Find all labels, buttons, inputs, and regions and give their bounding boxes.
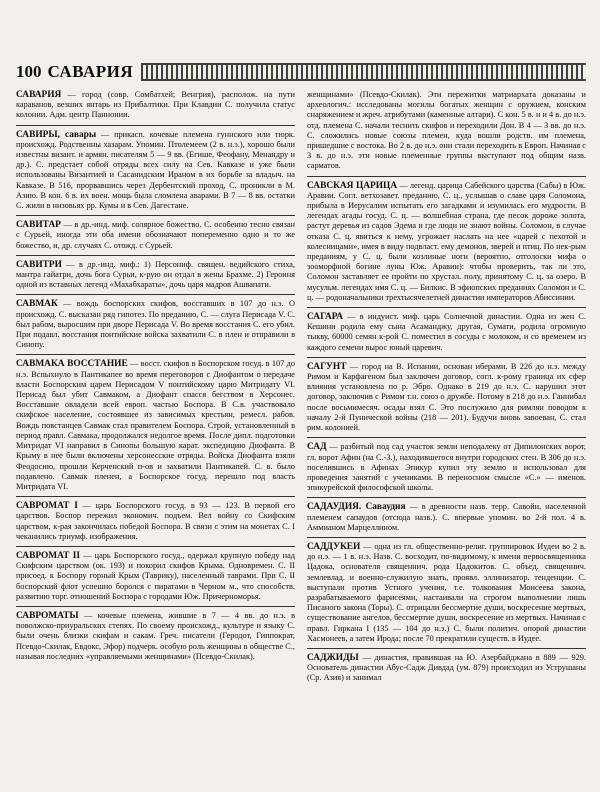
dictionary-entry bbox=[307, 502, 586, 538]
entry-text: — в др.-инд. миф.: 1) Персониф. священ. ведийского стиха, мантра гайатри, дочь бога Сурьи, к-рую он отдал в жены Брахме. 2) Героиня одной из вставных легенд «Махабхараты», дочь царя мадров Ашвапати. bbox=[16, 259, 295, 290]
entry-text: — город на В. Испании, основан иберами. В 226 до н.э. между Римом и Карфагеном был заключен договор, согл. к-рому граница их сфер влияния установлена по р. Эбро. Однако в 219 до н.э. С. нарушил этот договор, заключив с Римом т.н. союз о дружбе. Потому в 218 до н.э. Ганнибал после восьмимесяч. осады взял С. Это послужило для римлян поводом к началу 2-й Пунической войны (218 — 201). Будучи вновь завоеван, С. стал рим. колонией. bbox=[307, 361, 586, 433]
dictionary-entry bbox=[16, 220, 295, 256]
dictionary-entry bbox=[307, 542, 586, 649]
entry-text: — в древности назв. терр. Савойи, населенной племенем сапаудов (отсюда назв.). С. впервые упомин. во 2-й пол. 4 в. Аммианом Марцеллином. bbox=[307, 502, 586, 532]
dictionary-entry bbox=[307, 653, 586, 688]
dictionary-entry bbox=[16, 130, 295, 217]
entry-text: — разбитый под сад участок земли неподалеку от Дипилонских ворот, гл. ворот Афин (на С.-З.), находившегося внутри городских стен. В 306 до н.э. поселившись в Афинах Эпикур купил эту землю и использовал для проведения занятий с учениками. В переносном смысле «С.» — именов. эпикурейской философской школы. bbox=[307, 442, 586, 493]
entry-text: — легенд. царица Сабейского царства (Сабы) в Юж. Аравии. Согл. ветхозавет. преданию, С. ц., услышав о славе царя Соломона, прибыла в Иерусалим испытать его загадками и изумилась его мудрости. В легендах агады госуд. С. ц. — волшебная страна, где песок дороже золота, растут деревья из садов Эдема и где люди не знают войны. Соломон, в случае отказа С. ц. явиться к нему, угрожает наслать на нее «царей с пехотой и колесницами», имея в виду подвласт. ему демонов, зверей и птиц. По нек-рым преданиям, у С. ц. были козлиные ноги (вероятно, отголоски мифа о зооморфной богине луны Юж. Аравии): чтобы проверить, так ли это, Соломон заставляет ее пройти по хрустал. полу, принятому С. ц. за озеро. В мусульм. легендах имя С. ц. — Билкис. В эфиопских преданиях Соломон и С. ц. — родоначальники трехтысячелетней династии императоров Абиссинии. bbox=[307, 180, 586, 302]
entry-text: — царь Боспорского госуд., одержал крупную победу над Скифским царством (ок. 193) и покорил скифов Крыма. Одновремен. С. II присоед. к Боспору горный Крым (Таврику), населенный таврами. При С. II боспорский флот успешно боролся с пиратами в Черном м., что способств. развитию торг. отношений Боспора с городами Юж. Причерноморья. bbox=[16, 550, 295, 601]
left-column bbox=[16, 90, 295, 786]
dictionary-entry bbox=[16, 611, 295, 666]
entry-headword: САДАУДИЯ. Саваудия bbox=[307, 502, 406, 513]
entry-headword: САВАРИЯ bbox=[16, 90, 62, 100]
dictionary-entry bbox=[307, 90, 586, 177]
entry-headword: САВМАКА ВОССТАНИЕ bbox=[16, 359, 128, 370]
meander-ornament-icon bbox=[141, 63, 586, 81]
entry-headword: САГУНТ bbox=[307, 361, 347, 372]
entry-headword: САДЖИДЫ bbox=[307, 652, 359, 663]
text-columns bbox=[16, 90, 586, 786]
entry-headword: САВРОМАТ I bbox=[16, 501, 78, 512]
entry-headword: САВМАК bbox=[16, 299, 58, 310]
entry-text: — в индуист. миф. царь Солнечной династии. Одна из жен С. Кешини родила ему сына Асаманджу, другая, Сумати, родила огромную тыкву, 60000 семян к-рой С. поместил в сосуды с молоком, и со временем из каждого семени вырос юный царевич. bbox=[307, 312, 586, 352]
entry-text: — город (совр. Сомбатхей; Венгрия), располож. на пути караванов, везших янтарь из Прибалтики. При Клавдии С. получила статус колонии. Адм. центр Паннонии. bbox=[16, 90, 295, 120]
dictionary-entry bbox=[16, 299, 295, 355]
entry-headword: САВСКАЯ ЦАРИЦА bbox=[307, 180, 398, 191]
dictionary-entry bbox=[307, 312, 586, 358]
entry-headword: САВИТРИ bbox=[16, 259, 62, 270]
entry-text: — кочевые племена, жившие в 7 — 4 вв. до н.э. в поволжско-приуральских степях. По своему происхожд., культуре и языку С. были очень близки скифам и сакам. Греч. писатели (Геродот, Гиппократ, Псевдо-Скилак, Евдокс, Эфор) подчерк. особую роль женщины в обществе С., называя последних «управляемыми женщинами» (Псевдо-Скилак). bbox=[16, 610, 295, 661]
dictionary-entry bbox=[307, 181, 586, 308]
entry-text: — одна из гл. общественно-религ. группировок Иудеи во 2 в. до н.э. — 1 в. н.э. Назв. С. восходит, по-видимому, к имени первосвященника Цадока, основателя священнич. рода Цадокитов. С. объед. священнич. землевлад. и военно-служилую знать, проявл. эллинизатор. тенденции. С. выступали против Устного учения, т.е. толкования Моисеева закона, разрабатываемого фарисеями, настаивали на строгом выполнении лишь Писаного закона (Торы). С. отрицали бессмертие души, воскресение мертвых, существование ангелов, бессмертие души, воскресение из мертвых. Начиная с правл. Гиркана I (135 — 104 до н.э.) С. были политич. опорой династии Хасмонеев, а затем Ирода; после 70 прекратили существ. в Иудее. bbox=[307, 541, 586, 643]
entry-headword: САВРОМАТЫ bbox=[16, 610, 79, 621]
dictionary-entry bbox=[16, 359, 295, 497]
page-header bbox=[16, 62, 586, 82]
entry-text: — династия, правившая на Ю. Азербайджана в 889 — 929. Основатель династии Абус-Садж Дивдад (ум. 879) происходил из Уструшаны (Ср. Азия) и занимал bbox=[307, 652, 586, 683]
entry-text: — прикасп. кочевые племена гуннского или тюрк. происхожд. Родственны хазарам. Упомин. Птолемеем (2 в. н.э.), хорошо были известны визант. и армян. писателям 5 — 9 вв. (Егише, Феофану, Менандру и др.). С. предстает собой отряды всех силу на Сев. Кавказе и уже были использованы Византией и Сасанидским Ираном в их борьбе за владыч. на Кавказе. В 516, прорвавшись через Дербентский проход, С. проникли в М. Азию. В кон. 6 в. их воен. мощь была сломлена аварами. В 7 — 8 вв. остатки С. жили в низовьях рр. Кумы и в Сев. Дагестане. bbox=[16, 129, 295, 211]
dictionary-entry bbox=[16, 551, 295, 607]
dictionary-entry bbox=[16, 260, 295, 296]
dictionary-entry bbox=[307, 362, 586, 438]
entry-headword: САВИРЫ, савары bbox=[16, 129, 97, 140]
entry-text: — восст. скифов в Боспорском госуд. в 107 до н.э. Вспыхнуло в Пантикапее во время переговоров с Диофантом о передаче власти Боспорским царем Перисадом V понтийскому царю Митридату VI. Перисад был убит Савмаком, а Диофант спасся бегством в Херсонес. Восставшие овладели всей европ. частью Боспора. В С.в. участвовало скифское население, состоявшее из зависимых крестьян, ремесл. рабов. Вождь повстанцев Савмак стал правителем Боспора. Строй, установленный в период правл. Савмака, продолжался недолгое время. После дипл. подготовки Митридат VI направил в Синопы большую карат. экспедицию Диофанта. В Крыму в нее были включены херсонесские отряды. Войска Диофанта взяли Феодосию, прошли Керченский п-ов и захватили Пантикапей. С. в. было подавлено. Савмак пленен, а Боспорское госуд. перешло под власть Митридата VI. bbox=[16, 359, 295, 491]
running-head: САВАРИЯ bbox=[47, 62, 134, 81]
page-number: 100 bbox=[16, 62, 42, 81]
entry-text: женщинами» (Псевдо-Скилак). Эти пережитки матриархата доказаны и археологич.: исследованы могилы богатых женщин с оружием, конским снаряжением и жреч. атрибутами (каменные алтари). С кон. 5 в. н и 4 в. до н.э. отд. племена С. начали теснить скифов и переходили Дон. В 4 — 3 вв. до н.э. С. сложились новые союзы племен, куда вошли родств. им племена, пришедшие с востока. Во 2 в. до н.э. они стали переходить в Европ. Начиная с 3 в. до н.э. эти новые племенные группы выступают под общим назв. сарматов. bbox=[307, 90, 586, 171]
entry-text: — царь Боспорского госуд. в 93 — 123. В первой его царствов. Боспор пережил экономич. подъем. Вел войну со Скифским царством, к-рая закончилась победой Боспора. В связи с этим на монетах С. I чеканились триумф. изображения. bbox=[16, 501, 295, 541]
entry-headword: САВРОМАТ II bbox=[16, 550, 81, 561]
entry-headword: САГАРА bbox=[307, 312, 344, 323]
entry-headword: САДДУКЕИ bbox=[307, 541, 361, 552]
right-column bbox=[307, 90, 586, 786]
entry-headword: САД bbox=[307, 442, 327, 453]
entry-headword: САВИТАР bbox=[16, 220, 61, 231]
dictionary-entry bbox=[16, 501, 295, 547]
entry-text: — вождь боспорских скифов, восставших в 107 до н.э. О происхожд. С. высказан ряд гипотез. По преданию, С. — слуга Перисада V. С. был рабом, выросшим при дворе Перисада V. Во время восстания С. его убил. При подавл. восстания понтийские войска захватили С. в плен и отправили в Синопу. bbox=[16, 299, 295, 350]
entry-text: — в др.-инд. миф. солярное божество. С. особенно тесно связан с Сурьей, иногда эти оба имени обозначают попеременно одно и то же божество, и, др. случаях С. отожд. с Сурьей. bbox=[16, 220, 295, 250]
dictionary-entry bbox=[16, 90, 295, 126]
dictionary-entry bbox=[307, 442, 586, 498]
